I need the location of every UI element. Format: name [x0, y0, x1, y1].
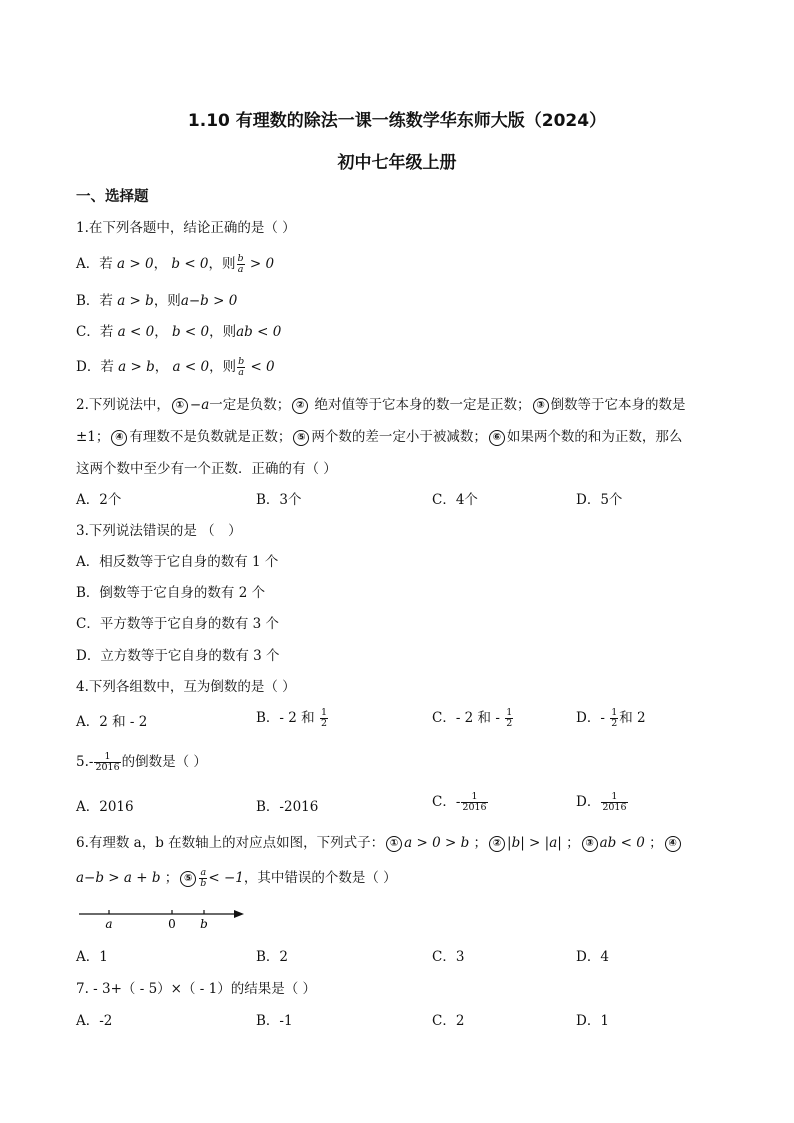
circled-number-4: ④	[665, 836, 681, 852]
circled-number-2: ②	[489, 836, 505, 852]
number-line-label-0: 0	[168, 917, 176, 931]
question-6-option-a: A．1	[76, 949, 108, 965]
circled-number-5: ⑤	[293, 430, 309, 446]
question-6-option-c: C．3	[432, 949, 465, 965]
question-4-option-a: A．2 和 - 2	[76, 714, 148, 730]
question-4-stem: 4.下列各组数中，互为倒数的是（ ）	[76, 679, 296, 695]
question-7-option-b: B．-1	[256, 1013, 293, 1029]
question-3-option-c: C．平方数等于它自身的数有 3 个	[76, 616, 280, 632]
question-5-option-b: B．-2016	[256, 799, 319, 815]
question-7-option-c: C．2	[432, 1013, 465, 1029]
question-1-option-d: D．若 a > b， a < 0，则 $\frac{b}{a}$ < 0	[76, 356, 275, 378]
fraction: $\frac{1}{2016}$	[462, 791, 487, 813]
circled-number-6: ⑥	[489, 430, 505, 446]
question-4-option-b: B．- 2 和 $\frac{1}{2}$	[256, 707, 327, 729]
number-line-figure	[76, 902, 251, 936]
question-2-option-d: D．5个	[576, 492, 623, 508]
question-6-option-d: D．4	[576, 949, 609, 965]
question-1-option-a: A．若 a > 0， b < 0，则 $\frac{b}{a}$ > 0	[76, 253, 275, 275]
question-6-line-2: a−b > a + b ； ⑤ $\frac{a}{b}$ < −1，其中错误的个数是（ ）	[76, 867, 397, 889]
question-2-line-3: 这两个数中至少有一个正数．正确的有（ ）	[76, 461, 337, 477]
circled-number-5: ⑤	[180, 871, 196, 887]
number-line-arrow	[234, 910, 244, 918]
question-3-stem: 3.下列说法错误的是 （ ）	[76, 523, 242, 539]
question-3-option-a: A．相反数等于它自身的数有 1 个	[76, 554, 279, 570]
circled-number-1: ①	[386, 836, 402, 852]
circled-number-3: ③	[533, 398, 549, 414]
circled-number-2: ②	[292, 398, 308, 414]
question-2-option-b: B．3个	[256, 492, 302, 508]
question-7-stem: 7. - 3+（ - 5）×（ - 1）的结果是（ ）	[76, 981, 316, 997]
question-5-option-d: D． $\frac{1}{2016}$	[576, 791, 627, 813]
question-5-option-a: A．2016	[76, 799, 134, 815]
question-2-line-2: ±1； ④ 有理数不是负数就是正数； ⑤ 两个数的差一定小于被减数； ⑥ 如果两个数的和为正数，那么	[76, 429, 683, 445]
document-subtitle: 初中七年级上册	[337, 153, 457, 173]
fraction: $\frac{b}{a}$	[238, 356, 245, 378]
number-line-label-a: a	[105, 917, 113, 931]
question-1-option-c: C．若 a < 0， b < 0，则ab < 0	[76, 324, 282, 340]
question-5-option-c: C．- $\frac{1}{2016}$	[432, 791, 487, 813]
question-6-option-b: B．2	[256, 949, 289, 965]
fraction: $\frac{1}{2016}$	[602, 791, 627, 813]
fraction: $\frac{a}{b}$	[200, 867, 207, 889]
question-3-option-b: B．倒数等于它自身的数有 2 个	[76, 585, 266, 601]
fraction: $\frac{1}{2}$	[611, 707, 618, 729]
number-line-label-b: b	[200, 917, 208, 931]
question-5-stem: 5.- $\frac{1}{2016}$ 的倒数是（ ）	[76, 751, 207, 773]
question-1-stem: 1.在下列各题中，结论正确的是（ ）	[76, 220, 296, 236]
question-6-line-1: 6.有理数 a，b 在数轴上的对应点如图，下列式子： ① a > 0 > b ； ② |b| > |a| ； ③ ab < 0 ； ④	[76, 831, 683, 852]
fraction: $\frac{1}{2016}$	[95, 751, 120, 773]
section-heading: 一、选择题	[76, 189, 149, 205]
question-3-option-d: D．立方数等于它自身的数有 3 个	[76, 648, 280, 664]
question-2-line-1: 2.下列说法中， ① −a一定是负数； ② 绝对值等于它本身的数一定是正数； ③ 倒数等于它本身的数是	[76, 397, 686, 413]
circled-number-3: ③	[582, 836, 598, 852]
question-2-option-c: C．4个	[432, 492, 478, 508]
document-title: 1.10 有理数的除法一课一练数学华东师大版（2024）	[187, 111, 607, 131]
circled-number-1: ①	[172, 398, 188, 414]
question-4-option-d: D．- $\frac{1}{2}$ 和 2	[576, 707, 646, 729]
fraction: $\frac{b}{a}$	[237, 253, 244, 275]
question-2-option-a: A．2个	[76, 492, 122, 508]
circled-number-4: ④	[111, 430, 127, 446]
fraction: $\frac{1}{2}$	[320, 707, 327, 729]
question-7-option-d: D．1	[576, 1013, 609, 1029]
fraction: $\frac{1}{2}$	[506, 707, 513, 729]
question-4-option-c: C．- 2 和 - $\frac{1}{2}$	[432, 707, 513, 729]
question-7-option-a: A．-2	[76, 1013, 113, 1029]
question-1-option-b: B．若 a > b，则a−b > 0	[76, 293, 238, 309]
